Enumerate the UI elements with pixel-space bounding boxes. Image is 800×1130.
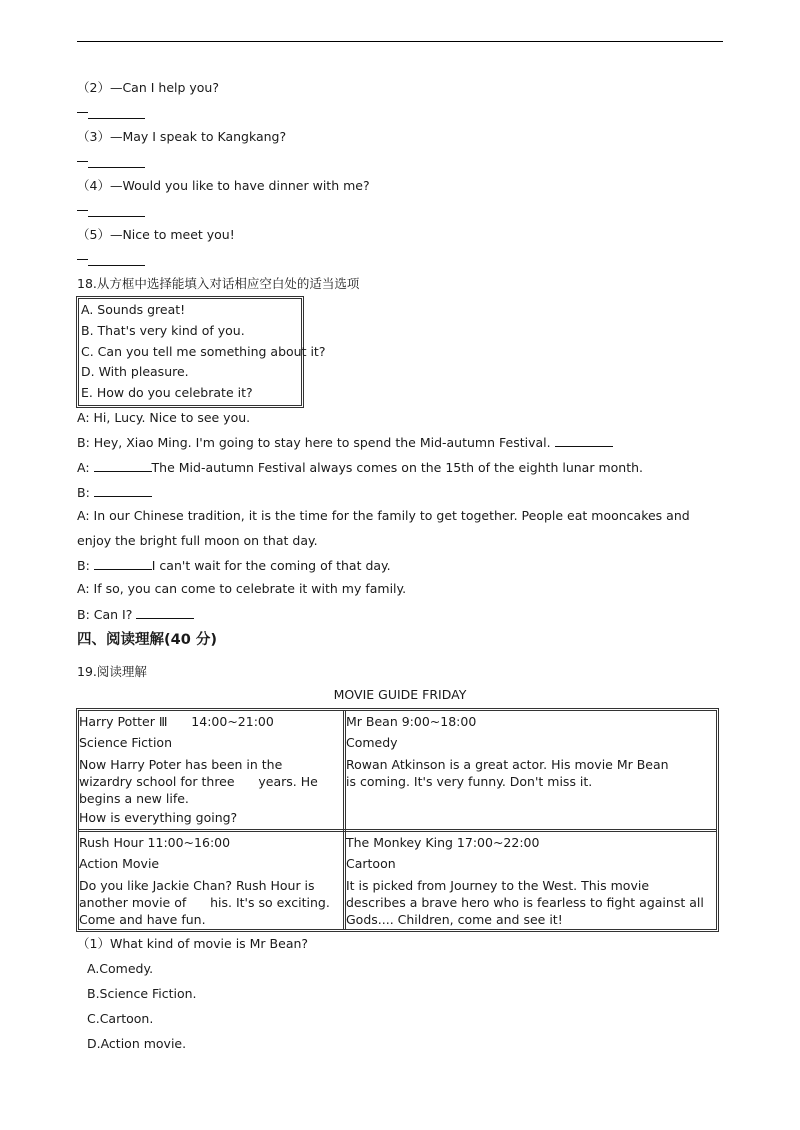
dialogue-line-1: A: Hi, Lucy. Nice to see you.: [77, 410, 251, 425]
dialogue-line-3: A: The Mid-autumn Festival always comes on the 15th of the eighth lunar month.: [77, 460, 643, 475]
movie-cell-mr-bean: [346, 711, 716, 829]
answer-blank-5[interactable]: [77, 251, 145, 266]
movie-genre: Action Movie: [79, 856, 160, 871]
q19-title: 19.阅读理解: [77, 664, 147, 679]
movie-name: Rush Hour 11:00~16:00: [79, 835, 231, 850]
blank-4[interactable]: [94, 557, 152, 570]
movie-extra: How is everything going?: [79, 810, 238, 825]
movie-name: The Monkey King 17:00~22:00: [346, 835, 540, 850]
movie-desc: Do you like Jackie Chan? Rush Hour is another movie of his. It's so exciting. Come and have fun.: [79, 878, 334, 927]
movie-guide-table: [76, 708, 719, 932]
section-heading: 四、阅读理解(40 分): [77, 632, 217, 648]
blank-1[interactable]: [555, 434, 613, 447]
answer-blank-3[interactable]: [77, 153, 145, 168]
answer-blank-2[interactable]: [77, 104, 145, 119]
option-a: A. Sounds great!: [81, 302, 186, 317]
movie-desc: Now Harry Poter has been in the wizardry school for three years. He begins a new life.: [79, 757, 322, 806]
question-3: （3）—May I speak to Kangkang?: [77, 129, 287, 144]
movie-desc: It is picked from Journey to the West. This movie describes a brave hero who is fearless to fight against all Gods.... Children, come and see it!: [346, 878, 708, 927]
movie-cell-harry-potter: [79, 711, 341, 829]
question-2: （2）—Can I help you?: [77, 80, 219, 95]
movie-cell-rush-hour: [79, 833, 341, 929]
dialogue-line-5: A: In our Chinese tradition, it is the time for the family to get together. People eat mooncakes and enjoy the bright full moon on that day.: [77, 508, 690, 548]
option-e: E. How do you celebrate it?: [81, 385, 253, 400]
movie-name: Mr Bean 9:00~18:00: [346, 714, 477, 729]
movie-guide-title: MOVIE GUIDE FRIDAY: [333, 687, 467, 702]
dialogue-line-7: A: If so, you can come to celebrate it with my family.: [77, 581, 407, 596]
header-rule: [77, 41, 723, 42]
question-5: （5）—Nice to meet you!: [77, 227, 235, 242]
blank-2[interactable]: [94, 459, 152, 472]
movie-genre: Cartoon: [346, 856, 396, 871]
question-4: （4）—Would you like to have dinner with me?: [77, 178, 370, 193]
option-c: C. Can you tell me something about it?: [81, 344, 326, 359]
answer-blank-4[interactable]: [77, 202, 145, 217]
dialogue-line-6: B: I can't wait for the coming of that day.: [77, 558, 391, 573]
table-divider-horizontal: [79, 829, 716, 832]
choice-b[interactable]: B.Science Fiction.: [87, 986, 197, 1001]
option-d: D. With pleasure.: [81, 364, 189, 379]
movie-cell-monkey-king: [346, 833, 716, 929]
q18-options-box: [76, 296, 326, 408]
option-b: B. That's very kind of you.: [81, 323, 245, 338]
blank-5[interactable]: [136, 606, 194, 619]
dialogue-line-2: B: Hey, Xiao Ming. I'm going to stay here to spend the Mid-autumn Festival.: [77, 434, 613, 451]
blank-3[interactable]: [94, 484, 152, 497]
movie-genre: Science Fiction: [79, 735, 172, 750]
movie-genre: Comedy: [346, 735, 398, 750]
dialogue-line-8: B: Can I?: [77, 606, 194, 623]
dialogue-line-4: B:: [77, 484, 152, 501]
choice-d[interactable]: D.Action movie.: [87, 1036, 187, 1051]
choice-c[interactable]: C.Cartoon.: [87, 1011, 154, 1026]
q18-title: 18.从方框中选择能填入对话相应空白处的适当选项: [77, 276, 360, 291]
movie-name: Harry Potter Ⅲ 14:00~21:00: [79, 714, 274, 729]
movie-desc: Rowan Atkinson is a great actor. His movie Mr Bean is coming. It's very funny. Don't miss it.: [346, 757, 669, 789]
choice-a[interactable]: A.Comedy.: [87, 961, 154, 976]
q19-sub1-question: （1）What kind of movie is Mr Bean?: [77, 936, 309, 951]
